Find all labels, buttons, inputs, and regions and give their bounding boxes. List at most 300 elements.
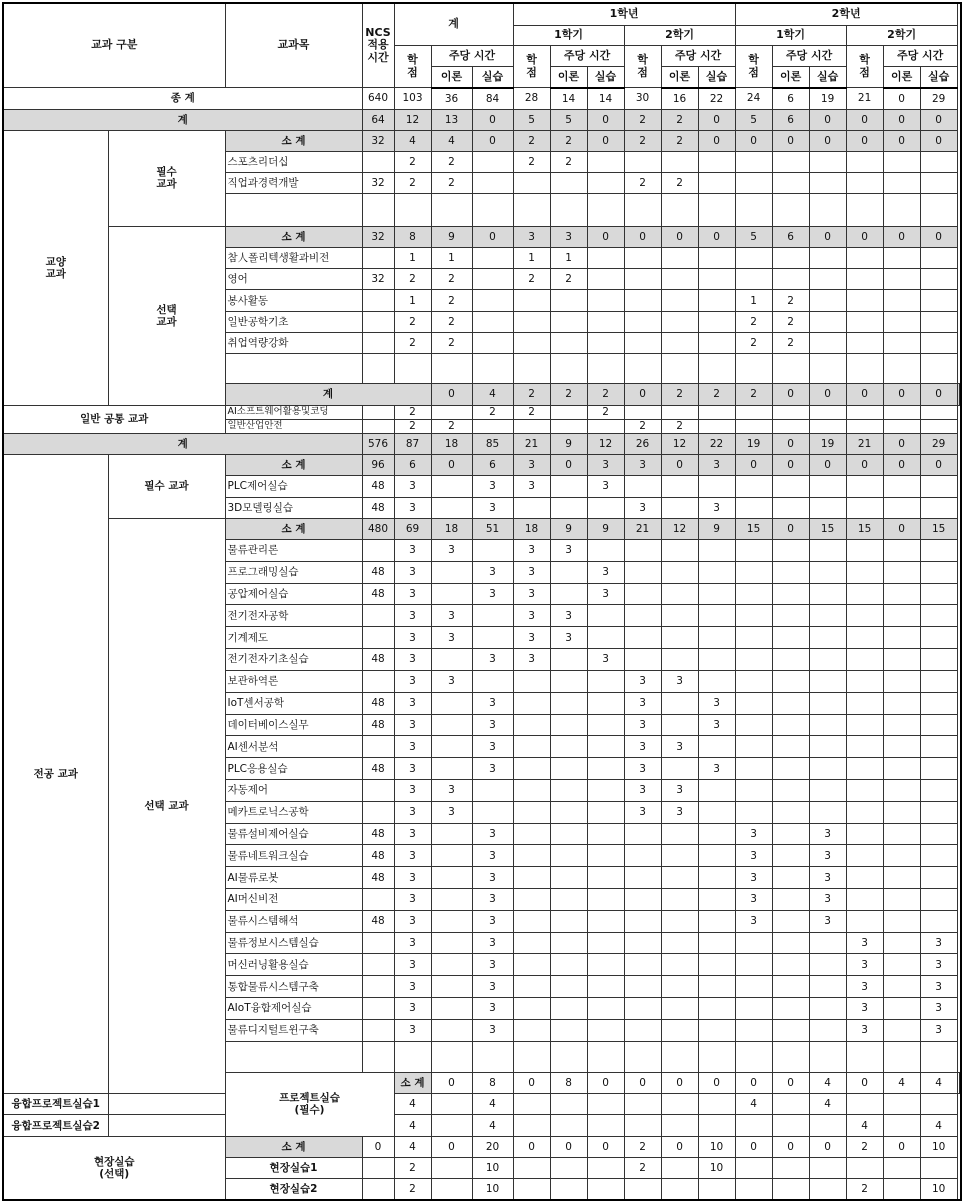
value-cell	[920, 605, 957, 627]
value-cell	[550, 1115, 587, 1136]
empty-cell	[362, 1041, 394, 1072]
value-cell	[362, 998, 394, 1020]
value-cell: 2	[394, 1157, 431, 1178]
value-cell	[624, 1179, 661, 1200]
value-cell: 1	[735, 290, 772, 311]
value-cell	[624, 1019, 661, 1041]
value-cell	[735, 1157, 772, 1178]
value-cell: 4	[846, 1115, 883, 1136]
table-body	[3, 3, 961, 1200]
value-cell: 4	[472, 1115, 513, 1136]
value-cell	[550, 419, 587, 433]
header-theory: 이론	[772, 67, 809, 88]
value-cell: 2	[431, 332, 472, 353]
value-cell: 3	[661, 779, 698, 801]
value-cell	[513, 976, 550, 998]
value-cell: 0	[513, 1073, 550, 1094]
value-cell: 9	[698, 518, 735, 539]
value-cell: 0	[698, 130, 735, 151]
value-cell	[362, 1157, 394, 1178]
value-cell	[920, 269, 957, 290]
value-cell: 1	[394, 290, 431, 311]
value-cell	[624, 311, 661, 332]
empty-cell	[362, 194, 394, 226]
value-cell	[362, 290, 394, 311]
value-cell	[735, 419, 772, 433]
empty-cell	[735, 354, 772, 384]
value-cell	[772, 714, 809, 736]
empty-cell	[550, 1041, 587, 1072]
header-theory: 이론	[661, 67, 698, 88]
value-cell	[883, 290, 920, 311]
value-cell	[550, 845, 587, 867]
value-cell: 3	[624, 758, 661, 780]
value-cell: 22	[698, 433, 735, 454]
header-theory: 이론	[550, 67, 587, 88]
value-cell: 3	[624, 801, 661, 823]
value-cell: 0	[698, 109, 735, 130]
value-cell	[661, 889, 698, 911]
value-cell	[624, 332, 661, 353]
header-credit-line: 학	[526, 53, 537, 66]
value-cell	[772, 845, 809, 867]
value-cell	[698, 823, 735, 845]
value-cell	[108, 1115, 225, 1136]
value-cell	[735, 152, 772, 173]
course-name: 통합물류시스템구축	[225, 976, 362, 998]
value-cell	[698, 311, 735, 332]
value-cell: 4	[394, 1136, 431, 1157]
value-cell	[661, 1019, 698, 1041]
value-cell: 0	[550, 455, 587, 476]
value-cell: 2	[735, 311, 772, 332]
empty-cell	[472, 194, 513, 226]
value-cell: 0	[431, 455, 472, 476]
value-cell	[624, 476, 661, 497]
value-cell: 2	[394, 1179, 431, 1200]
table-row	[3, 130, 961, 151]
value-cell	[431, 910, 472, 932]
value-cell: 3	[513, 583, 550, 605]
value-cell: 3	[472, 476, 513, 497]
value-cell	[550, 998, 587, 1020]
value-cell	[735, 736, 772, 758]
course-name: 일반공학기초	[225, 311, 362, 332]
value-cell	[550, 910, 587, 932]
value-cell: 1	[513, 248, 550, 269]
value-cell	[698, 583, 735, 605]
value-cell	[772, 269, 809, 290]
course-name: 참人폴리텍생활과비전	[225, 248, 362, 269]
value-cell	[809, 583, 846, 605]
value-cell	[920, 801, 957, 823]
value-cell	[920, 1094, 957, 1115]
value-cell: 4	[920, 1073, 957, 1094]
value-cell	[624, 1115, 661, 1136]
value-cell	[698, 1019, 735, 1041]
value-cell	[431, 889, 472, 911]
value-cell	[698, 670, 735, 692]
value-cell: 3	[394, 976, 431, 998]
value-cell	[920, 627, 957, 649]
empty-cell	[431, 354, 472, 384]
empty-cell	[920, 354, 957, 384]
value-cell: 3	[513, 627, 550, 649]
value-cell: 0	[883, 1136, 920, 1157]
value-cell: 3	[846, 1019, 883, 1041]
value-cell	[587, 801, 624, 823]
value-cell: 10	[472, 1179, 513, 1200]
value-cell	[472, 332, 513, 353]
value-cell	[809, 290, 846, 311]
empty-cell	[772, 194, 809, 226]
value-cell: 3	[394, 561, 431, 583]
value-cell	[472, 173, 513, 194]
value-cell	[809, 561, 846, 583]
value-cell	[624, 998, 661, 1020]
value-cell: 6	[772, 88, 809, 109]
value-cell	[431, 649, 472, 671]
value-cell	[772, 561, 809, 583]
value-cell	[661, 1179, 698, 1200]
value-cell: 3	[698, 758, 735, 780]
header-theory: 이론	[883, 67, 920, 88]
empty-cell	[698, 1041, 735, 1072]
value-cell: 15	[920, 518, 957, 539]
value-cell	[920, 405, 957, 419]
value-cell: 9	[550, 433, 587, 454]
value-cell	[846, 269, 883, 290]
value-cell: 3	[472, 889, 513, 911]
value-cell	[661, 954, 698, 976]
value-cell	[550, 561, 587, 583]
course-name: 융합프로젝트실습2	[3, 1115, 108, 1136]
value-cell	[846, 670, 883, 692]
value-cell	[809, 1019, 846, 1041]
value-cell: 0	[883, 109, 920, 130]
value-cell: 3	[624, 497, 661, 518]
value-cell: 2	[394, 269, 431, 290]
value-cell: 85	[472, 433, 513, 454]
value-cell	[587, 1157, 624, 1178]
value-cell	[846, 1094, 883, 1115]
value-cell: 2	[624, 130, 661, 151]
value-cell	[883, 1157, 920, 1178]
value-cell	[472, 290, 513, 311]
value-cell: 36	[431, 88, 472, 109]
value-cell	[698, 1094, 735, 1115]
table-row	[3, 88, 961, 109]
value-cell	[735, 627, 772, 649]
value-cell: 0	[735, 130, 772, 151]
value-cell	[920, 173, 957, 194]
value-cell: 0	[883, 88, 920, 109]
value-cell	[809, 801, 846, 823]
empty-cell	[809, 1041, 846, 1072]
value-cell	[959, 1073, 961, 1094]
subtotal-label: 소 계	[225, 226, 362, 247]
value-cell	[920, 692, 957, 714]
value-cell	[698, 476, 735, 497]
value-cell	[550, 779, 587, 801]
header-practice: 실습	[698, 67, 735, 88]
value-cell	[550, 714, 587, 736]
value-cell: 12	[394, 109, 431, 130]
header-practice: 실습	[809, 67, 846, 88]
value-cell	[920, 758, 957, 780]
value-cell	[883, 173, 920, 194]
value-cell	[883, 823, 920, 845]
value-cell	[698, 561, 735, 583]
value-cell	[846, 1157, 883, 1178]
value-cell	[431, 714, 472, 736]
empty-cell	[225, 194, 362, 226]
project-category	[225, 1073, 394, 1137]
value-cell: 3	[735, 910, 772, 932]
liberal-total-label: 계	[3, 109, 362, 130]
header-ncs-line: 시간	[367, 51, 389, 64]
value-cell	[513, 1179, 550, 1200]
value-cell: 0	[735, 455, 772, 476]
value-cell	[661, 692, 698, 714]
subtotal-label: 소 계	[225, 455, 362, 476]
value-cell	[883, 910, 920, 932]
value-cell: 4	[394, 130, 431, 151]
value-cell	[624, 845, 661, 867]
value-cell	[809, 1179, 846, 1200]
value-cell	[661, 1115, 698, 1136]
value-cell	[809, 736, 846, 758]
value-cell	[587, 998, 624, 1020]
value-cell	[846, 692, 883, 714]
value-cell	[587, 332, 624, 353]
value-cell: 24	[735, 88, 772, 109]
value-cell	[513, 497, 550, 518]
value-cell	[624, 954, 661, 976]
value-cell	[698, 290, 735, 311]
value-cell	[472, 801, 513, 823]
value-cell: 2	[661, 109, 698, 130]
value-cell	[846, 736, 883, 758]
value-cell	[550, 889, 587, 911]
value-cell: 3	[513, 605, 550, 627]
value-cell	[959, 384, 961, 405]
value-cell	[883, 419, 920, 433]
empty-cell	[846, 1041, 883, 1072]
course-name: 공압제어실습	[225, 583, 362, 605]
value-cell	[846, 758, 883, 780]
value-cell	[846, 583, 883, 605]
liberal-category-line: 교양	[45, 255, 66, 268]
value-cell	[698, 801, 735, 823]
value-cell	[661, 1094, 698, 1115]
empty-cell	[587, 194, 624, 226]
empty-cell	[550, 194, 587, 226]
value-cell	[624, 605, 661, 627]
value-cell: 3	[513, 455, 550, 476]
value-cell	[513, 910, 550, 932]
value-cell: 3	[735, 823, 772, 845]
value-cell	[883, 627, 920, 649]
value-cell: 0	[883, 518, 920, 539]
value-cell	[108, 1094, 225, 1115]
value-cell	[624, 1094, 661, 1115]
value-cell	[698, 405, 735, 419]
value-cell: 0	[661, 1073, 698, 1094]
value-cell	[883, 692, 920, 714]
value-cell	[550, 976, 587, 998]
value-cell	[809, 670, 846, 692]
header-category: 교과 구분	[3, 3, 225, 88]
value-cell	[735, 1019, 772, 1041]
value-cell: 3	[472, 561, 513, 583]
value-cell: 2	[772, 311, 809, 332]
value-cell	[587, 779, 624, 801]
value-cell	[513, 779, 550, 801]
value-cell: 48	[362, 845, 394, 867]
value-cell: 13	[431, 109, 472, 130]
value-cell	[920, 248, 957, 269]
header-semester: 2학기	[846, 25, 957, 45]
empty-cell	[698, 354, 735, 384]
value-cell: 48	[362, 561, 394, 583]
value-cell: 3	[472, 583, 513, 605]
value-cell	[550, 405, 587, 419]
value-cell	[846, 845, 883, 867]
value-cell: 30	[624, 88, 661, 109]
header-year2: 2학년	[735, 3, 957, 25]
value-cell: 0	[513, 1136, 550, 1157]
value-cell	[772, 867, 809, 889]
value-cell: 3	[624, 692, 661, 714]
value-cell: 14	[587, 88, 624, 109]
value-cell	[362, 1179, 394, 1200]
value-cell	[772, 932, 809, 954]
value-cell	[735, 269, 772, 290]
value-cell	[513, 332, 550, 353]
value-cell: 2	[661, 384, 698, 405]
value-cell	[809, 405, 846, 419]
value-cell: 3	[394, 583, 431, 605]
value-cell	[431, 867, 472, 889]
value-cell	[661, 269, 698, 290]
value-cell: 0	[698, 1073, 735, 1094]
grand-total-label: 종 계	[3, 88, 362, 109]
empty-cell	[394, 194, 431, 226]
value-cell: 8	[550, 1073, 587, 1094]
value-cell	[883, 152, 920, 173]
value-cell	[846, 910, 883, 932]
liberal-category-line: 교과	[45, 267, 66, 280]
empty-cell	[225, 354, 362, 384]
value-cell: 3	[809, 845, 846, 867]
value-cell	[883, 889, 920, 911]
subtotal-label: 소 계	[225, 1136, 362, 1157]
header-practice: 실습	[920, 67, 957, 88]
value-cell	[587, 932, 624, 954]
header-credit	[394, 45, 431, 87]
value-cell: 3	[624, 670, 661, 692]
header-credit-line: 점	[637, 65, 648, 79]
course-name: 프로그래밍실습	[225, 561, 362, 583]
value-cell: 3	[698, 455, 735, 476]
header-ncs	[362, 3, 394, 88]
value-cell: 2	[624, 1157, 661, 1178]
value-cell: 3	[846, 976, 883, 998]
value-cell	[735, 583, 772, 605]
value-cell: 0	[431, 1073, 472, 1094]
value-cell: 20	[472, 1136, 513, 1157]
value-cell: 19	[809, 88, 846, 109]
table-row	[3, 405, 961, 419]
value-cell	[735, 173, 772, 194]
value-cell	[809, 152, 846, 173]
empty-cell	[362, 354, 394, 384]
value-cell	[809, 976, 846, 998]
value-cell	[550, 758, 587, 780]
value-cell	[772, 1115, 809, 1136]
value-cell	[846, 823, 883, 845]
value-cell	[550, 476, 587, 497]
value-cell	[550, 954, 587, 976]
value-cell	[550, 801, 587, 823]
value-cell	[513, 1157, 550, 1178]
empty-cell	[920, 1041, 957, 1072]
value-cell: 0	[846, 109, 883, 130]
value-cell: 9	[550, 518, 587, 539]
value-cell	[809, 649, 846, 671]
value-cell	[698, 889, 735, 911]
general-common-category: 일반 공통 교과	[3, 405, 225, 433]
empty-cell	[587, 1041, 624, 1072]
course-name: 봉사활동	[225, 290, 362, 311]
course-name: 기계제도	[225, 627, 362, 649]
general-total-label: 계	[225, 384, 431, 405]
value-cell: 2	[394, 419, 431, 433]
value-cell	[587, 889, 624, 911]
value-cell: 2	[550, 384, 587, 405]
value-cell: 2	[431, 290, 472, 311]
value-cell	[472, 540, 513, 562]
value-cell: 3	[472, 910, 513, 932]
value-cell	[362, 248, 394, 269]
value-cell	[883, 758, 920, 780]
value-cell	[624, 932, 661, 954]
value-cell: 6	[394, 455, 431, 476]
value-cell	[513, 823, 550, 845]
value-cell: 3	[920, 1019, 957, 1041]
value-cell: 2	[513, 269, 550, 290]
value-cell	[587, 758, 624, 780]
header-practice: 실습	[587, 67, 624, 88]
value-cell	[809, 1157, 846, 1178]
value-cell: 0	[624, 226, 661, 247]
value-cell	[513, 758, 550, 780]
value-cell	[661, 540, 698, 562]
value-cell: 1	[394, 248, 431, 269]
value-cell	[431, 476, 472, 497]
value-cell	[587, 1115, 624, 1136]
value-cell: 3	[394, 779, 431, 801]
table-row	[3, 455, 961, 476]
empty-cell	[513, 354, 550, 384]
curriculum-table	[2, 2, 962, 1201]
course-name: 일반산업안전	[225, 419, 362, 433]
value-cell: 0	[624, 1073, 661, 1094]
value-cell: 0	[698, 226, 735, 247]
value-cell: 3	[513, 476, 550, 497]
value-cell: 3	[394, 954, 431, 976]
